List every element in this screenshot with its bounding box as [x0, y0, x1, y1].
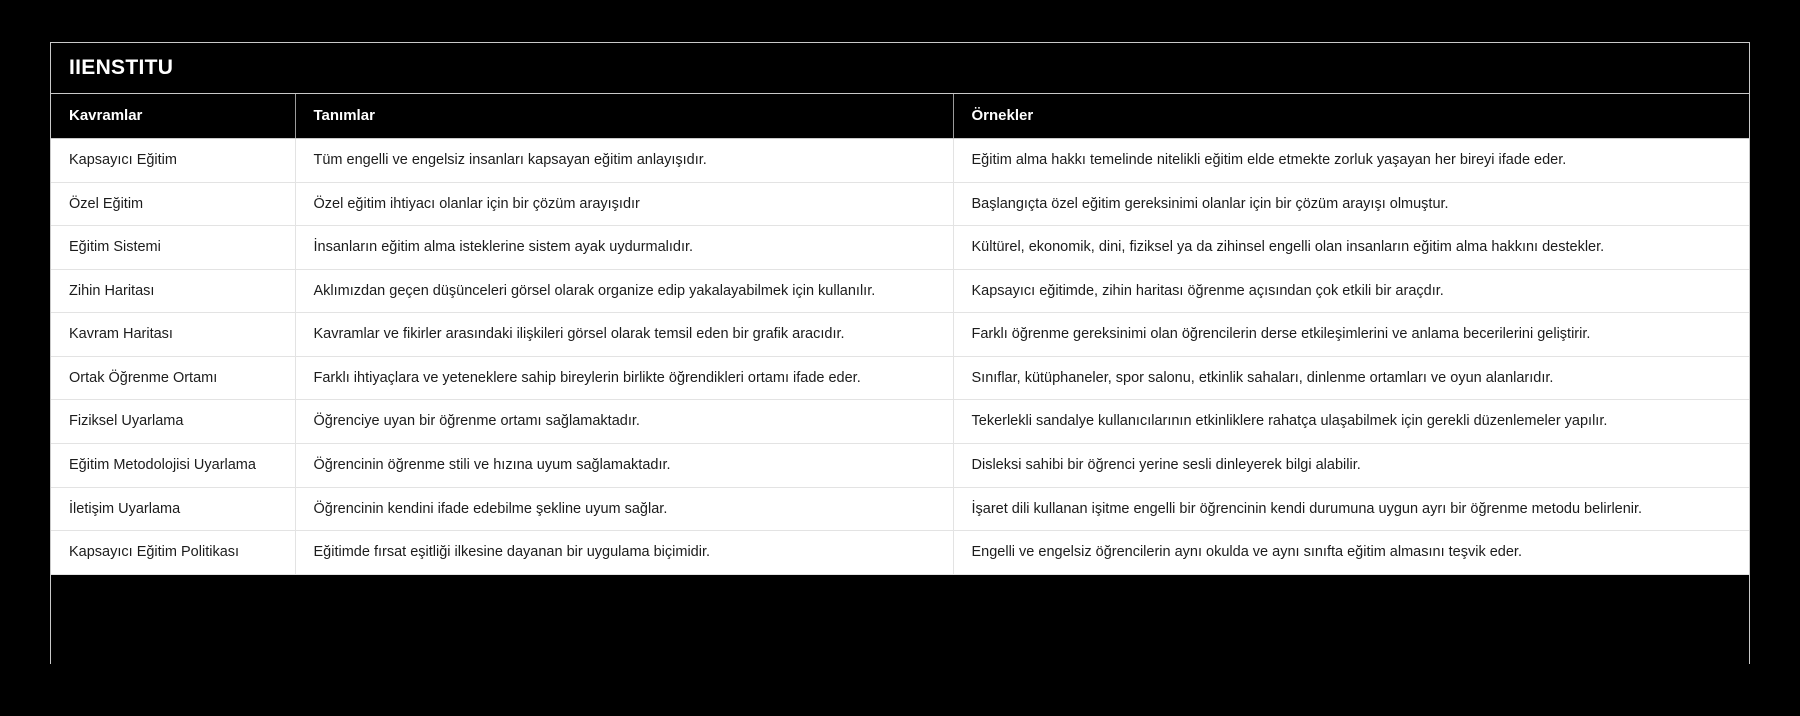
cell-ornek: Eğitim alma hakkı temelinde nitelikli eğitim elde etmekte zorluk yaşayan her bireyi ifade eder. [953, 139, 1749, 183]
column-header-ornekler: Örnekler [953, 94, 1749, 139]
cell-ornek: Sınıflar, kütüphaneler, spor salonu, etkinlik sahaları, dinlenme ortamları ve oyun alanlarıdır. [953, 356, 1749, 400]
cell-tanim: İnsanların eğitim alma isteklerine sistem ayak uydurmalıdır. [295, 226, 953, 270]
table-title-bar [51, 43, 1749, 94]
table-row [51, 531, 1749, 575]
cell-kavram: Kavram Haritası [51, 313, 295, 357]
cell-tanim: Aklımızdan geçen düşünceleri görsel olarak organize edip yakalayabilmek için kullanılır. [295, 269, 953, 313]
column-header-tanimlar: Tanımlar [295, 94, 953, 139]
cell-tanim: Eğitimde fırsat eşitliği ilkesine dayanan bir uygulama biçimidir. [295, 531, 953, 575]
brand-title: IIENSTITU [69, 56, 174, 79]
cell-ornek: Farklı öğrenme gereksinimi olan öğrencilerin derse etkileşimlerini ve anlama becerilerini geliştirir. [953, 313, 1749, 357]
cell-kavram: Eğitim Sistemi [51, 226, 295, 270]
cell-kavram: Eğitim Metodolojisi Uyarlama [51, 444, 295, 488]
concepts-table [51, 94, 1749, 575]
cell-kavram: İletişim Uyarlama [51, 487, 295, 531]
table-head [51, 94, 1749, 139]
concept-table-card [50, 42, 1750, 664]
cell-kavram: Ortak Öğrenme Ortamı [51, 356, 295, 400]
cell-kavram: Özel Eğitim [51, 182, 295, 226]
cell-ornek: Kapsayıcı eğitimde, zihin haritası öğrenme açısından çok etkili bir araçdır. [953, 269, 1749, 313]
cell-ornek: Disleksi sahibi bir öğrenci yerine sesli dinleyerek bilgi alabilir. [953, 444, 1749, 488]
table-row [51, 313, 1749, 357]
cell-tanim: Tüm engelli ve engelsiz insanları kapsayan eğitim anlayışıdır. [295, 139, 953, 183]
cell-ornek: Tekerlekli sandalye kullanıcılarının etkinliklere rahatça ulaşabilmek için gerekli düzenlemeler yapılır. [953, 400, 1749, 444]
cell-ornek: İşaret dili kullanan işitme engelli bir öğrencinin kendi durumuna uygun ayrı bir öğrenme metodu belirlenir. [953, 487, 1749, 531]
cell-tanim: Öğrencinin kendini ifade edebilme şekline uyum sağlar. [295, 487, 953, 531]
cell-ornek: Kültürel, ekonomik, dini, fiziksel ya da zihinsel engelli olan insanların eğitim alma hakkını destekler. [953, 226, 1749, 270]
table-body [51, 139, 1749, 575]
cell-kavram: Zihin Haritası [51, 269, 295, 313]
cell-ornek: Engelli ve engelsiz öğrencilerin aynı okulda ve aynı sınıfta eğitim almasını teşvik eder. [953, 531, 1749, 575]
cell-tanim: Farklı ihtiyaçlara ve yeteneklere sahip bireylerin birlikte öğrendikleri ortamı ifade eder. [295, 356, 953, 400]
table-row [51, 487, 1749, 531]
table-row [51, 139, 1749, 183]
cell-tanim: Kavramlar ve fikirler arasındaki ilişkileri görsel olarak temsil eden bir grafik aracıdır. [295, 313, 953, 357]
table-header-row [51, 94, 1749, 139]
cell-tanim: Öğrenciye uyan bir öğrenme ortamı sağlamaktadır. [295, 400, 953, 444]
table-row [51, 226, 1749, 270]
cell-tanim: Özel eğitim ihtiyacı olanlar için bir çözüm arayışıdır [295, 182, 953, 226]
column-header-kavramlar: Kavramlar [51, 94, 295, 139]
table-row [51, 269, 1749, 313]
table-row [51, 182, 1749, 226]
table-row [51, 444, 1749, 488]
cell-kavram: Kapsayıcı Eğitim [51, 139, 295, 183]
table-row [51, 400, 1749, 444]
cell-tanim: Öğrencinin öğrenme stili ve hızına uyum sağlamaktadır. [295, 444, 953, 488]
table-row [51, 356, 1749, 400]
cell-ornek: Başlangıçta özel eğitim gereksinimi olanlar için bir çözüm arayışı olmuştur. [953, 182, 1749, 226]
cell-kavram: Fiziksel Uyarlama [51, 400, 295, 444]
cell-kavram: Kapsayıcı Eğitim Politikası [51, 531, 295, 575]
